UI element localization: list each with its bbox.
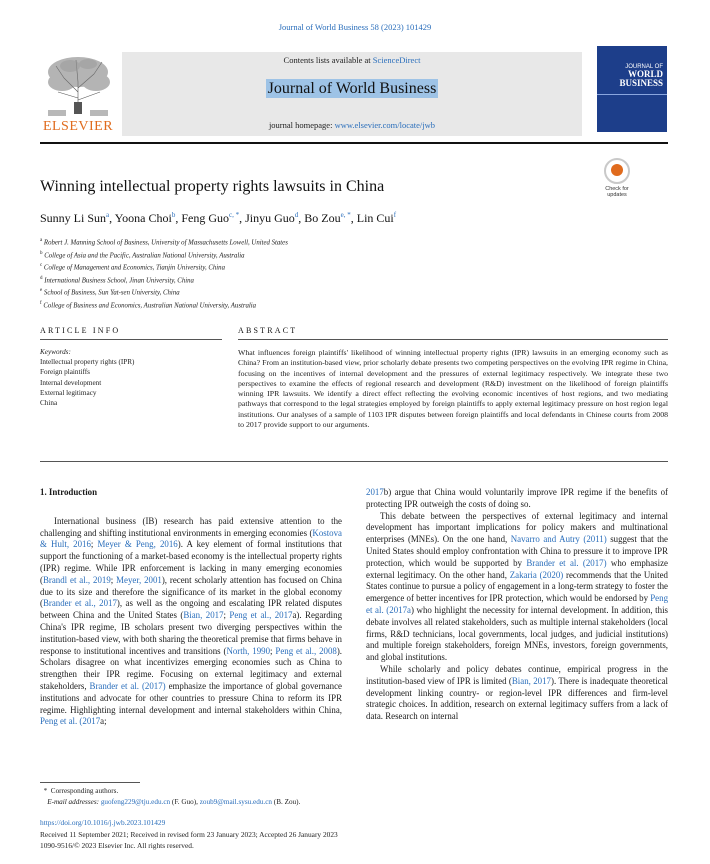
text-run: ). Scholars disagree on what incentivizes emerging economies such as China to strengthen their IPR regime. Focusing on external legitimacy and external stakeholders, [40,645,343,691]
email-link[interactable]: zoub9@mail.sysu.edu.cn [199,798,272,806]
citation-link[interactable]: Kostova & Hult, 2016 [40,527,342,550]
text-run: ), as well as the ongoing and escalating IPR related disputes between China and the United States ( [40,598,342,621]
author-list: Sunny Li Sun$^a$, Yoona Choi$^b$, Feng Guo$^{c, *}$, Jinyu Guo$^d$, Bo Zou$^{e, *}$, Lin Cui$^f$ [40,211,397,225]
article-info-rule [40,339,222,340]
text-run: ), recent scholarly attention has focused on China due to its size and therefore the significance of its market in the global economy ( [40,574,342,609]
text-run: emphasize the importance of global governance institutions and advocate for other countries to pressure China to reform its IPR regime. Highlighting internal development and internal stakeholders within China, [40,680,342,715]
section-heading: 1. Introduction [40,487,98,497]
article-title: Winning intellectual property rights lawsuits in China [40,178,385,195]
text-run: ; [270,645,276,656]
journal-citation[interactable]: Journal of World Business 58 (2023) 101429 [278,22,432,32]
text-run: This debate between the perspectives of external legitimacy and internal development has important implications for policy makers and multinational enterprises (MNEs). On the one hand, [366,510,668,545]
keywords-block [40,347,134,408]
keywords-label: Keywords: [40,348,71,356]
text-run: who emphasize external legitimacy. On the other hand, [366,557,668,580]
citation-link[interactable]: Peng et al., 2008 [275,645,337,656]
text-run: ; [223,610,230,621]
text-run: ; [110,574,117,585]
affiliation: $^a$ Robert J. Manning School of Business, University of Massachusetts Lowell, United States [40,238,288,247]
header-rule [40,142,668,144]
cover-line1: JOURNAL OF [625,64,663,70]
author-name[interactable]: Lin Cui [356,211,394,225]
citation-link[interactable]: Brander et al. (2017) [89,680,166,691]
abstract-bottom-rule [40,461,668,462]
citation-link[interactable]: Peng et al. (2017 [40,716,101,727]
author-affil-marker[interactable]: c, * [229,211,240,219]
article-info-heading: ARTICLE INFO [40,326,121,335]
homepage-link[interactable]: www.elsevier.com/locate/jwb [334,120,436,130]
paragraph [366,487,668,511]
paragraph [366,664,668,723]
author-name[interactable]: Sunny Li Sun [40,211,107,225]
body-right-column [366,487,668,723]
text-run: ). A key element of formal institutions that support the functioning of a market-based economy is the intellectual property rights (IPR) regime. While IPR enforcement is lacking in many emerging economies ( [40,539,342,585]
check-updates-badge[interactable] [598,158,636,198]
text-run: ) who highlight the necessity for internal development. In addition, this debate involves all related stakeholders, such as multiple internal stakeholders (local firms, R&D technicians, local governments, local judges, and judicial institutions) and multiple foreign stakeholders, foreign MNEs, investors, foreign governments, and global institutions. [366,604,669,663]
author-name[interactable]: Yoona Choi [114,211,172,225]
paragraph [40,516,342,728]
citation-link[interactable]: Peng et al., 2017 [229,610,293,621]
keyword: Internal development [40,378,102,387]
cover-title: WORLD BUSINESS [619,69,663,88]
journal-banner [122,52,582,136]
article-history: Received 11 September 2021; Received in revised form 23 January 2023; Accepted 26 January 2023 [40,829,338,839]
journal-homepage: journal homepage: www.elsevier.com/locate/jwb [268,120,436,130]
check-updates-label: Check for updates [605,186,629,198]
text-run: ). There is inadequate theoretical development linking country- or region-level IPR differences and firm-level strategic choices. In addition, research on external legitimacy suffers from a lack of data. Research on internal [366,675,669,722]
abstract-heading: ABSTRACT [238,326,298,335]
citation-link[interactable]: 2017 [366,487,384,497]
citation-link[interactable]: Navarro and Autry (2011) [510,534,607,545]
affiliation-list [40,236,288,311]
author-affil-marker[interactable]: b [171,211,176,219]
author-name[interactable]: Jinyu Guo [245,211,295,225]
elsevier-wordmark: ELSEVIER [42,119,114,134]
abstract-rule [238,339,668,340]
author-name[interactable]: Bo Zou [304,211,341,225]
citation-link[interactable]: Brander et al., 2017 [42,598,117,609]
author-name[interactable]: Feng Guo [181,211,229,225]
footnotes [40,786,300,808]
email-link[interactable]: guofeng229@tju.edu.cn [100,798,171,806]
text-run: While scholarly and policy debates continue, empirical progress in the institution-based view of IPR is limited ( [366,663,668,686]
text-run: recommends that the United States continue to pursue a policy of engagement in a long-term strategy to foster the emergence of better incentives for IPR protection, which would be endorsed by [366,569,668,604]
citation-link[interactable]: Peng et al. (2017 [366,593,668,615]
keyword: External legitimacy [40,388,97,397]
citation-link[interactable]: Brandl et al., 2019 [42,574,111,585]
citation-link[interactable]: Zakaria (2020) [509,569,564,580]
author-affil-marker[interactable]: a [106,211,110,219]
footnote-rule [40,782,140,783]
copyright: 1090-9516/© 2023 Elsevier Inc. All rights reserved. [40,841,194,851]
citation-link[interactable]: North, 1990 [226,645,271,656]
journal-cover[interactable] [597,46,667,132]
affiliation: $^f$ College of Business and Economics, Australian National University, Australia [40,300,257,310]
text-run: a). Regarding China's IPR regime, IB scholars present two diverging perspectives within the institution-based view, with both sharing the theoretical premise that firms behave in response to institutional incentives and transitions ( [40,610,343,656]
keyword: China [40,399,58,408]
keyword: Intellectual property rights (IPR) [40,358,135,367]
article-meta [40,817,338,852]
author-affil-marker[interactable]: f [393,211,397,219]
body-left-column [40,487,342,728]
text-run: International business (IB) research has paid extensive attention to the challenging and shifting institutional environments in emerging economies ( [40,515,342,538]
elsevier-logo [40,52,116,136]
citation-link[interactable]: Bian, 2017 [183,610,224,621]
contents-available: Contents lists available at ScienceDirect [283,55,421,65]
citation-link[interactable]: a [407,604,411,615]
citation-link[interactable]: Meyer, 2001 [116,574,162,585]
doi-link[interactable]: https://doi.org/10.1016/j.jwb.2023.101429 [40,818,166,827]
check-updates-icon [604,158,630,184]
paragraph [366,511,668,664]
citation-link[interactable]: Meyer & Peng, 2016 [97,539,178,550]
keyword-list [40,357,134,408]
journal-name: Journal of World Business [267,80,437,97]
text-run: suggest that the United States should employ confrontation with China to pressure it to improve IPR protection, which would be supported by [366,534,668,568]
citation-link[interactable]: Brander et al. (2017) [526,557,607,568]
corresponding-note: * Corresponding authors. [40,787,119,795]
abstract-text: What influences foreign plaintiffs' likelihood of winning intellectual property rights (IPR) lawsuits in an emerging economy such as China? From an institution-based view, prior scholarly debate presents two competing perspectives on the evolving IPR regime in China, focusing on the incentives of internal development and the pressures of external legitimacy respectively. We integrate these two perspectives to examine the effects of regional research and development (R&D) investment on the likelihood of foreign plaintiffs winning IPR lawsuits. We identify a direct effect reflecting the evolving economic incentives of host regions, and two mediating pathways that correspond to the legal strategies employed by foreign plaintiffs to apply external legitimacy pressure on host region legal institutions. Our analyses of a sample of 1103 IPR disputes between foreign plaintiffs and local defendants in Chinese courts from 2008 to 2017 provide support to our arguments. [238,348,668,430]
author-affil-marker[interactable]: d [294,211,299,219]
sciencedirect-link[interactable]: ScienceDirect [372,55,421,65]
text-run: a; [100,716,107,727]
cover-stripe [597,94,667,95]
affiliation: $^c$ College of Management and Economics, Tianjin University, China [40,263,225,272]
elsevier-tree-icon [40,52,116,118]
author-affil-marker[interactable]: e, * [340,211,351,219]
text-run: b) argue that China would voluntarily improve IPR regime if the benefits of protecting IPR outweigh the costs of doing so. [366,487,668,509]
affiliation: $^d$ International Business School, Jinan University, China [40,275,194,284]
keyword: Foreign plaintiffs [40,368,90,377]
affiliation: $^e$ School of Business, Sun Yat-sen University, China [40,288,180,297]
text-run: ; [90,539,98,550]
affiliation: $^b$ College of Asia and the Pacific, Australian National University, Australia [40,250,245,259]
citation-link[interactable]: Bian, 2017 [511,675,551,686]
email-note: E-mail addresses: guofeng229@tju.edu.cn (F. Guo), zoub9@mail.sysu.edu.cn (B. Zou). [47,798,301,806]
